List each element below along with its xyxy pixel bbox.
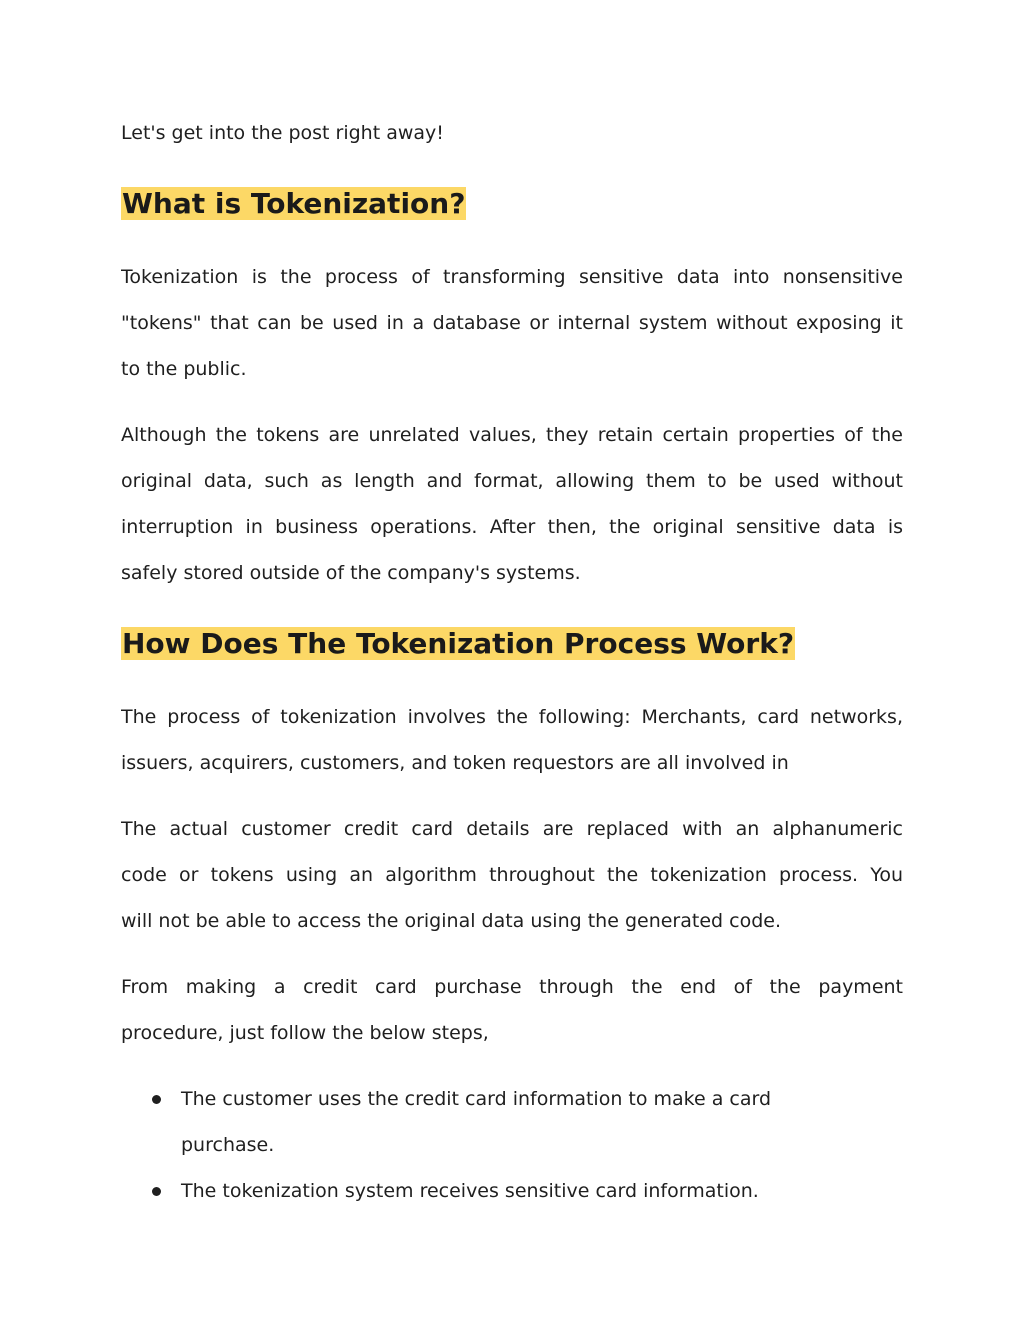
- paragraph-steps-intro: [121, 964, 903, 1056]
- steps-list: [121, 1076, 903, 1214]
- heading-what-is-tokenization: [121, 186, 466, 222]
- heading-highlight: How Does The Tokenization Process Work?: [122, 627, 795, 660]
- paragraph-line: issuers, acquirers, customers, and token requestors are all involved in: [121, 752, 789, 774]
- paragraph-line: The process of tokenization involves the following: Merchants, card networks,: [121, 706, 903, 728]
- paragraph-line: procedure, just follow the below steps,: [121, 1022, 489, 1044]
- paragraph-replacement: [121, 806, 903, 944]
- heading-highlight: What is Tokenization?: [122, 187, 466, 220]
- intro-text: Let's get into the post right away!: [121, 122, 444, 144]
- paragraph-line: "tokens" that can be used in a database or internal system without exposing it: [121, 312, 903, 334]
- paragraph-participants: [121, 694, 903, 786]
- paragraph-token-properties: [121, 412, 903, 596]
- paragraph-line: original data, such as length and format, allowing them to be used without: [121, 470, 903, 492]
- paragraph-line: code or tokens using an algorithm throughout the tokenization process. You: [121, 864, 903, 886]
- list-item-line: The customer uses the credit card information to make a card: [181, 1088, 772, 1110]
- heading-how-does-it-work: [121, 626, 795, 662]
- list-item: [121, 1076, 903, 1168]
- paragraph-line: to the public.: [121, 358, 247, 380]
- bullet-icon: [152, 1187, 161, 1196]
- paragraph-line: safely stored outside of the company's systems.: [121, 562, 581, 584]
- list-item-line: purchase.: [181, 1134, 275, 1156]
- paragraph-line: interruption in business operations. After then, the original sensitive data is: [121, 516, 903, 538]
- paragraph-definition: [121, 254, 903, 392]
- paragraph-line: The actual customer credit card details are replaced with an alphanumeric: [121, 818, 903, 840]
- paragraph-line: From making a credit card purchase through the end of the payment: [121, 976, 903, 998]
- paragraph-line: will not be able to access the original data using the generated code.: [121, 910, 781, 932]
- list-item: [121, 1168, 903, 1214]
- paragraph-line: Although the tokens are unrelated values, they retain certain properties of the: [121, 424, 903, 446]
- list-item-line: The tokenization system receives sensitive card information.: [181, 1180, 759, 1202]
- bullet-icon: [152, 1095, 161, 1104]
- paragraph-line: Tokenization is the process of transforming sensitive data into nonsensitive: [121, 266, 903, 288]
